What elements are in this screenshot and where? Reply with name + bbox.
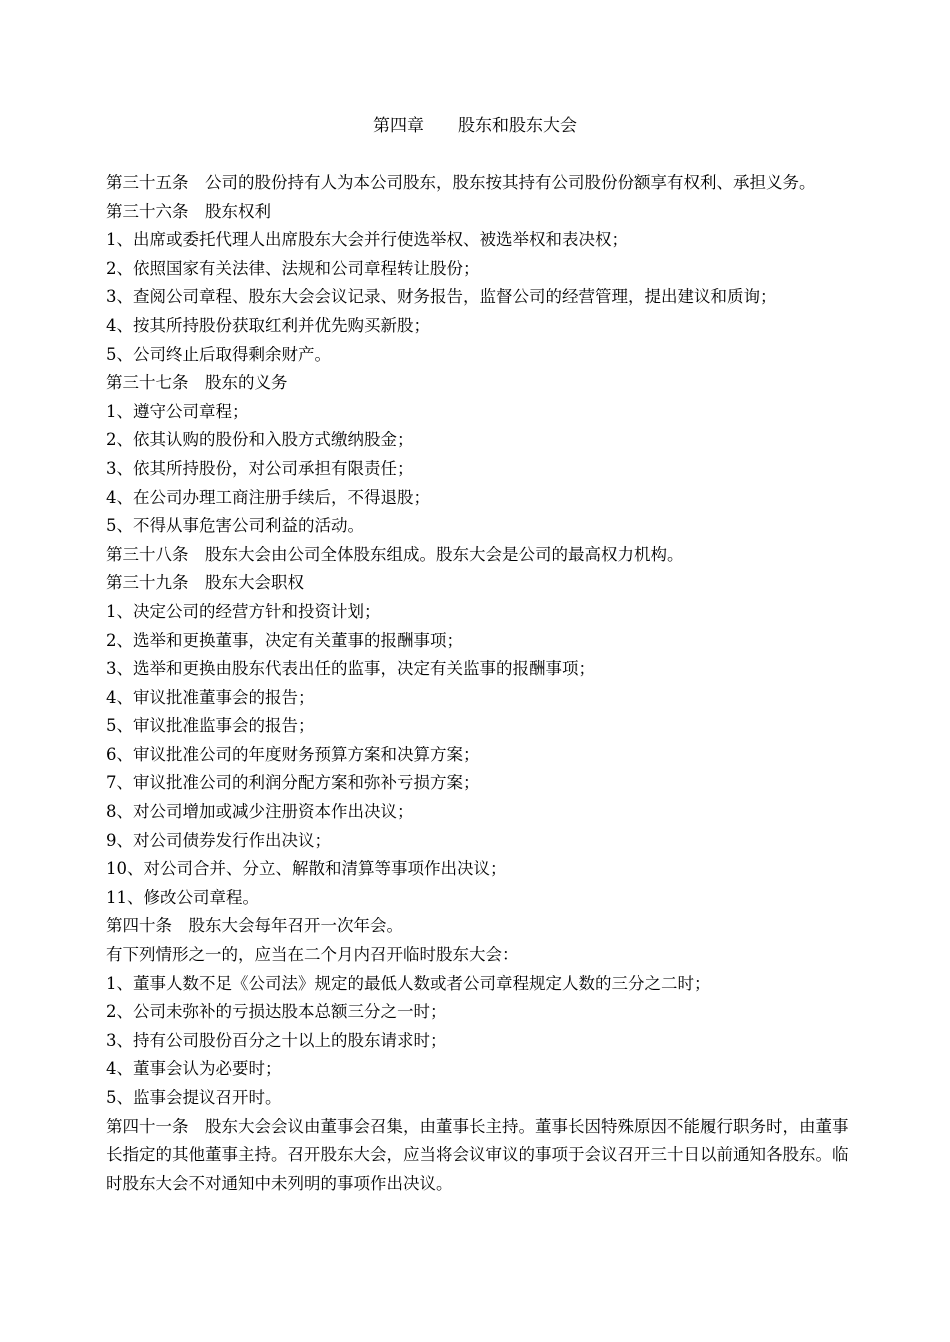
article-36-item-2: 2、依照国家有关法律、法规和公司章程转让股份； (106, 258, 480, 278)
article-41: 第四十一条 股东大会会议由董事会召集，由董事长主持。董事长因特殊原因不能履行职务时，由董事长指定的其他董事主持。召开股东大会，应当将会议审议的事项于会议召开三十日以前通知各股东。临时股东大会不对通知中未列明的事项作出决议。 (106, 1116, 849, 1193)
article-39-item-10: 10、对公司合并、分立、解散和清算等事项作出决议； (106, 859, 507, 879)
article-40: 第四十条 股东大会每年召开一次年会。 (106, 916, 403, 936)
article-37-heading: 第三十七条 股东的义务 (106, 373, 288, 393)
article-39-item-11: 11、修改公司章程。 (106, 887, 259, 907)
article-37-item-1: 1、遵守公司章程； (106, 401, 249, 421)
article-40-item-4: 4、董事会认为必要时； (106, 1059, 282, 1079)
article-39-item-1: 1、决定公司的经营方针和投资计划； (106, 601, 381, 621)
article-38: 第三十八条 股东大会由公司全体股东组成。股东大会是公司的最高权力机构。 (106, 544, 684, 564)
article-39-item-9: 9、对公司债券发行作出决议； (106, 830, 331, 850)
article-37-item-3: 3、依其所持股份，对公司承担有限责任； (106, 458, 414, 478)
article-39-item-7: 7、审议批准公司的利润分配方案和弥补亏损方案； (106, 773, 480, 793)
article-40-item-1: 1、董事人数不足《公司法》规定的最低人数或者公司章程规定人数的三分之二时； (106, 973, 711, 993)
article-36-heading: 第三十六条 股东权利 (106, 201, 271, 221)
article-37-item-5: 5、不得从事危害公司利益的活动。 (106, 516, 364, 536)
article-39-item-4: 4、审议批准董事会的报告； (106, 687, 315, 707)
article-40-item-3: 3、持有公司股份百分之十以上的股东请求时； (106, 1030, 447, 1050)
document-body (106, 169, 851, 1198)
chapter-title: 第四章 股东和股东大会 (373, 116, 577, 136)
article-39-item-8: 8、对公司增加或减少注册资本作出决议； (106, 802, 414, 822)
article-40-item-5: 5、监事会提议召开时。 (106, 1088, 282, 1107)
article-37-item-4: 4、在公司办理工商注册手续后，不得退股； (106, 487, 430, 507)
article-35: 第三十五条 公司的股份持有人为本公司股东，股东按其持有公司股份份额享有权利、承担义务。 (106, 173, 816, 192)
article-37-item-2: 2、依其认购的股份和入股方式缴纳股金； (106, 430, 414, 450)
article-40-intro: 有下列情形之一的，应当在二个月内召开临时股东大会： (106, 945, 519, 965)
article-36-item-1: 1、出席或委托代理人出席股东大会并行使选举权、被选举权和表决权； (106, 230, 628, 250)
article-36-item-3: 3、查阅公司章程、股东大会会议记录、财务报告，监督公司的经营管理，提出建议和质询； (106, 287, 777, 307)
article-36-item-4: 4、按其所持股份获取红利并优先购买新股； (106, 315, 430, 335)
article-39-item-3: 3、选举和更换由股东代表出任的监事，决定有关监事的报酬事项； (106, 659, 595, 679)
article-39-item-2: 2、选举和更换董事，决定有关董事的报酬事项； (106, 630, 463, 650)
article-39-item-5: 5、审议批准监事会的报告； (106, 716, 315, 736)
article-39-item-6: 6、审议批准公司的年度财务预算方案和决算方案； (106, 744, 480, 764)
article-39-heading: 第三十九条 股东大会职权 (106, 573, 304, 593)
article-36-item-5: 5、公司终止后取得剩余财产。 (106, 344, 331, 364)
article-40-item-2: 2、公司未弥补的亏损达股本总额三分之一时； (106, 1002, 447, 1022)
